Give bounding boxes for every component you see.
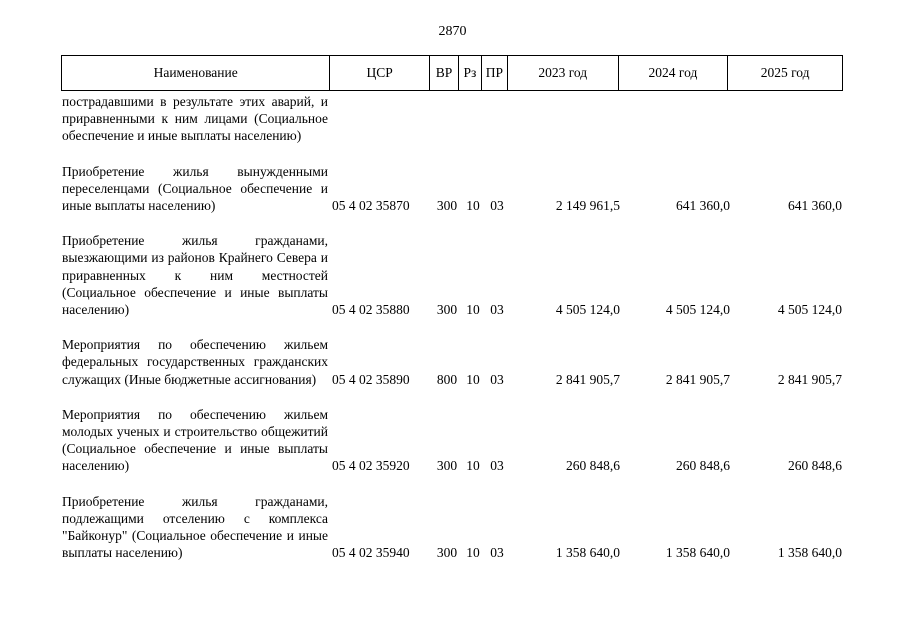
row-csr: 05 4 02 35880	[332, 302, 410, 318]
table-row	[62, 406, 843, 475]
row-vr: 800	[436, 371, 458, 387]
column-header-pr: ПР	[482, 56, 508, 90]
column-header-2023: 2023 год	[508, 56, 619, 90]
row-name: Приобретение жилья вынужденными переселенцами (Социальное обеспечение и иные выплаты населению)	[62, 163, 328, 214]
row-rz: 10	[466, 302, 480, 318]
row-rz: 10	[466, 458, 480, 474]
column-header-2024: 2024 год	[619, 56, 729, 90]
row-value-2025: 2 841 905,7	[777, 371, 842, 387]
row-value-2024: 260 848,6	[676, 458, 730, 474]
table-body	[62, 93, 843, 561]
row-pr: 03	[490, 198, 504, 214]
table-row	[62, 232, 843, 318]
row-name: Приобретение жилья гражданами, подлежащими отселению с комплекса "Байконур" (Социальное обеспечение и иные выплаты населению)	[62, 493, 328, 561]
column-header-csr: ЦСР	[330, 56, 430, 90]
row-value-2024: 4 505 124,0	[665, 302, 730, 318]
row-vr: 300	[436, 545, 458, 561]
row-csr: 05 4 02 35940	[332, 545, 410, 561]
row-value-2024: 1 358 640,0	[665, 545, 730, 561]
table-row	[62, 336, 843, 388]
row-value-2023: 1 358 640,0	[555, 545, 620, 561]
row-pr: 03	[490, 545, 504, 561]
row-vr: 300	[436, 458, 458, 474]
row-rz: 10	[466, 198, 480, 214]
row-value-2023: 2 841 905,7	[555, 371, 620, 387]
row-value-2025: 260 848,6	[788, 458, 842, 474]
row-csr: 05 4 02 35870	[332, 198, 410, 214]
row-name: Мероприятия по обеспечению жильем федеральных государственных гражданских служащих (Иные бюджетные ассигнования)	[62, 337, 328, 387]
row-rz: 10	[466, 545, 480, 561]
column-header-name: Наименование	[62, 56, 330, 90]
row-rz: 10	[466, 371, 480, 387]
row-name: Мероприятия по обеспечению жильем молодых ученых и строительство общежитий (Социальное обеспечение и иные выплаты населению)	[62, 406, 328, 474]
row-value-2023: 2 149 961,5	[555, 198, 620, 214]
row-value-2025: 1 358 640,0	[777, 545, 842, 561]
row-name: Приобретение жилья гражданами, выезжающими из районов Крайнего Севера и приравненных к ним местностей (Социальное обеспечение и иные выплаты населению)	[62, 233, 328, 318]
page-number: 2870	[438, 24, 467, 39]
table-row	[62, 163, 843, 215]
row-csr: 05 4 02 35890	[332, 371, 410, 387]
row-vr: 300	[436, 302, 458, 318]
column-header-rz: Рз	[459, 56, 482, 90]
row-value-2025: 4 505 124,0	[777, 302, 842, 318]
table-row	[62, 93, 843, 145]
row-csr: 05 4 02 35920	[332, 458, 410, 474]
column-header-vr: ВР	[430, 56, 459, 90]
row-pr: 03	[490, 302, 504, 318]
table-row	[62, 493, 843, 562]
row-value-2023: 4 505 124,0	[555, 302, 620, 318]
table-header	[61, 55, 843, 91]
row-value-2025: 641 360,0	[788, 198, 842, 214]
row-pr: 03	[490, 371, 504, 387]
row-value-2023: 260 848,6	[566, 458, 620, 474]
row-name: пострадавшими в результате этих аварий, и приравненными к ним лицами (Социальное обеспечение и иные выплаты населению)	[62, 94, 328, 144]
row-vr: 300	[436, 198, 458, 214]
row-value-2024: 641 360,0	[676, 198, 730, 214]
column-header-2025: 2025 год	[760, 65, 810, 80]
row-value-2024: 2 841 905,7	[665, 371, 730, 387]
row-pr: 03	[490, 458, 504, 474]
